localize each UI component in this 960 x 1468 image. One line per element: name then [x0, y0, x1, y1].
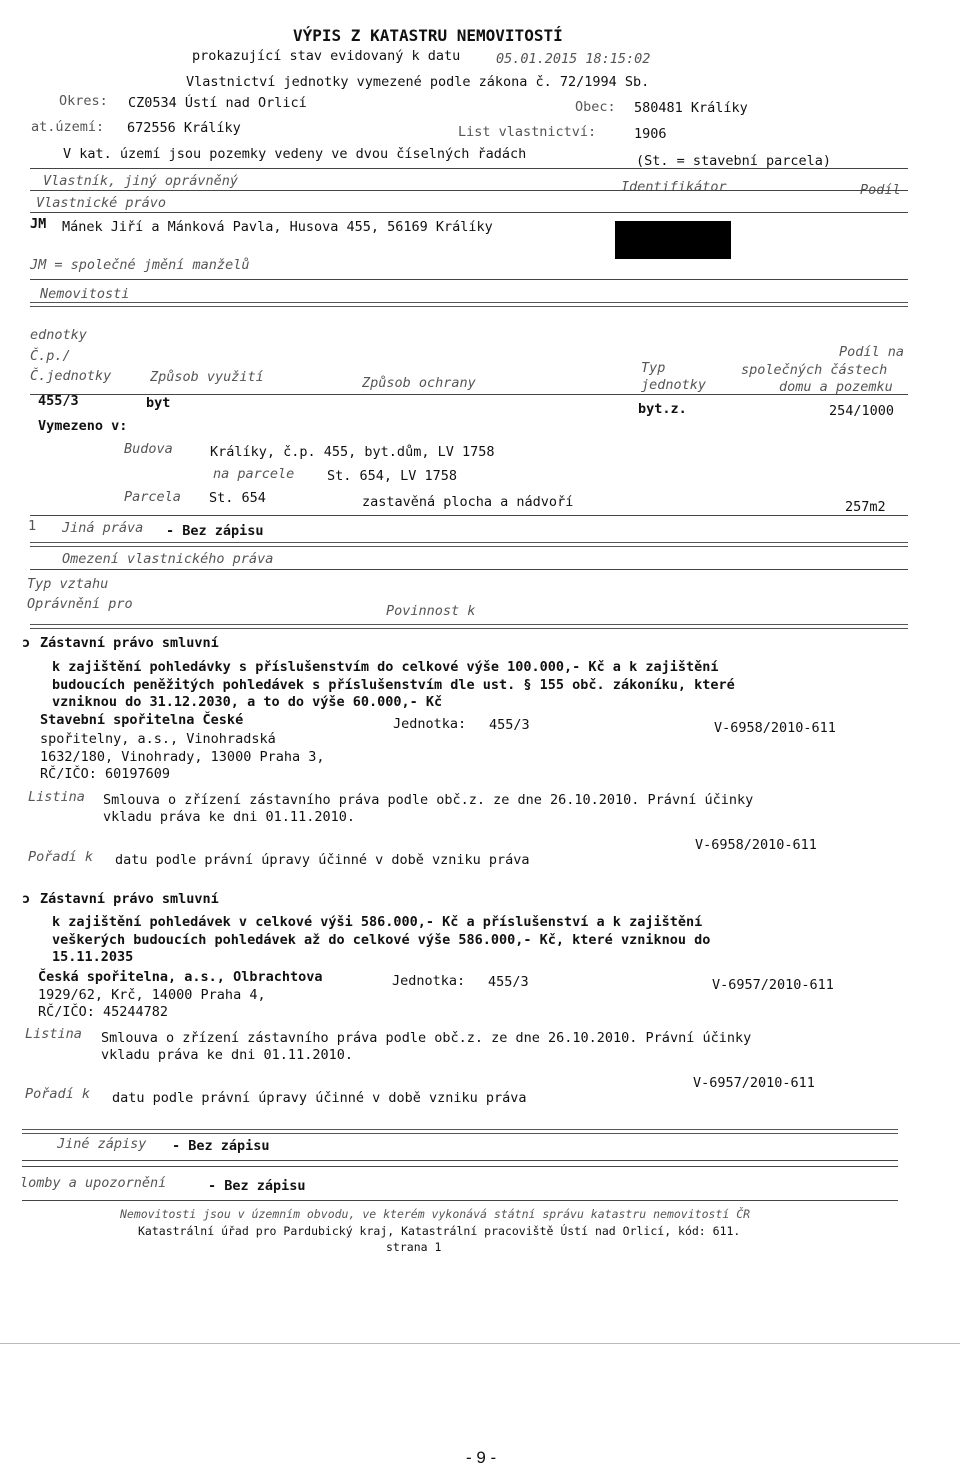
- building-value: Králíky, č.p. 455, byt.dům, LV 1758: [210, 444, 495, 460]
- col-usage: Způsob využití: [150, 369, 264, 385]
- double-divider: [30, 542, 908, 547]
- obec-label: Obec:: [575, 99, 616, 115]
- restrictions-heading: Omezení vlastnického práva: [62, 551, 274, 567]
- col-protection: Způsob ochrany: [362, 375, 476, 391]
- unit-share: 254/1000: [829, 403, 895, 419]
- col-share-3: domu a pozemku: [779, 379, 893, 395]
- creditor-name: Stavební spořitelna České: [40, 712, 244, 728]
- double-divider: [22, 1129, 898, 1134]
- okres-value: CZ0534 Ústí nad Orlicí: [128, 95, 307, 111]
- lien-marker: ɔ: [22, 891, 31, 907]
- divider: [30, 515, 908, 516]
- page-number: - 9 -: [466, 1448, 497, 1467]
- footer-line: Nemovitosti jsou v územním obvodu, ve kterém vykonává státní správu katastru nemovitostí ČR: [120, 1207, 751, 1221]
- document-title: VÝPIS Z KATASTRU NEMOVITOSTÍ: [293, 26, 563, 45]
- listina-label: Listina: [25, 1026, 82, 1042]
- unit-type: byt.z.: [638, 401, 687, 417]
- lien-reference: V-6958/2010-611: [714, 720, 836, 736]
- subtitle-prefix: prokazující stav evidovaný k datu: [192, 48, 461, 64]
- units-heading: ednotky: [30, 327, 87, 343]
- owner-text: Mánek Jiří a Mánková Pavla, Husova 455, 56169 Králíky: [62, 219, 493, 235]
- property-heading: Nemovitosti: [40, 286, 130, 302]
- list-value: 1906: [634, 126, 667, 142]
- divider: [30, 569, 908, 570]
- lien-text: vzniknou do 31.12.2030, a to do výše 60.000,- Kč: [52, 694, 443, 710]
- lien-reference: V-6957/2010-611: [712, 977, 834, 993]
- lien-title: Zástavní právo smluvní: [40, 635, 219, 651]
- double-divider: [30, 302, 908, 307]
- identifier-label: Identifikátor: [621, 179, 727, 195]
- on-parcel-value: St. 654, LV 1758: [327, 468, 458, 484]
- lien-marker: ɔ: [22, 635, 31, 651]
- creditor-address: 1929/62, Krč, 14000 Praha 4,: [38, 987, 266, 1003]
- ownership-line: Vlastnictví jednotky vymezené podle zákona č. 72/1994 Sb.: [186, 74, 650, 90]
- divider: [30, 212, 908, 213]
- kat-uzemi-label: at.území:: [31, 119, 105, 135]
- other-rights-marker: 1: [28, 518, 37, 534]
- col-type-2: jednotky: [641, 377, 707, 393]
- list-label: List vlastnictví:: [458, 124, 597, 140]
- poradi-label: Pořadí k: [28, 849, 94, 865]
- col-entitled: Oprávnění pro: [27, 596, 133, 612]
- col-type-1: Typ: [641, 360, 666, 376]
- right-label: Vlastnické právo: [36, 195, 167, 211]
- lien-unit-value: 455/3: [489, 717, 530, 733]
- parcel-area: 257m2: [845, 499, 886, 515]
- footer-page-label: strana 1: [386, 1240, 442, 1254]
- subtitle-date: 05.01.2015 18:15:02: [496, 51, 651, 67]
- okres-label: Okres:: [59, 93, 108, 109]
- col-obligation: Povinnost k: [386, 603, 476, 619]
- lien-title: Zástavní právo smluvní: [40, 891, 219, 907]
- defined-label: Vymezeno v:: [38, 418, 128, 434]
- owner-heading: Vlastník, jiný oprávněný: [43, 173, 239, 189]
- parcel-usage: zastavěná plocha a nádvoří: [362, 494, 574, 510]
- note-line: V kat. území jsou pozemky vedeny ve dvou číselných řadách: [63, 146, 527, 162]
- jm-legend: JM = společné jmění manželů: [30, 257, 250, 273]
- poradi-text: datu podle právní úpravy účinné v době vzniku práva: [112, 1090, 527, 1106]
- other-rights-value: - Bez zápisu: [166, 523, 264, 539]
- lien-unit-label: Jednotka:: [393, 716, 467, 732]
- col-cp: Č.p./: [30, 348, 71, 364]
- listina-text: vkladu práva ke dni 01.11.2010.: [103, 809, 355, 825]
- note-st: (St. = stavební parcela): [636, 153, 832, 169]
- kat-uzemi-value: 672556 Králíky: [127, 120, 241, 136]
- divider: [30, 168, 908, 169]
- building-label: Budova: [124, 441, 173, 457]
- creditor-id: RČ/IČO: 45244782: [38, 1004, 169, 1020]
- col-share-2: společných částech: [741, 362, 888, 378]
- divider: [30, 190, 908, 191]
- owner-code: JM: [30, 216, 47, 232]
- divider: [22, 1166, 898, 1167]
- col-unit: Č.jednotky: [30, 368, 112, 384]
- lien-text: budoucích peněžitých pohledávek s příslušenstvím dle ust. § 155 obč. zákoníku, které: [52, 677, 735, 693]
- obec-value: 580481 Králíky: [634, 100, 748, 116]
- poradi-reference: V-6958/2010-611: [695, 837, 817, 853]
- other-rights-label: Jiná práva: [62, 520, 144, 536]
- col-relation-type: Typ vztahu: [27, 576, 109, 592]
- unit-number: 455/3: [38, 393, 79, 409]
- poradi-text: datu podle právní úpravy účinné v době vzniku práva: [115, 852, 530, 868]
- col-share-1: Podíl na: [839, 344, 905, 360]
- lien-unit-label: Jednotka:: [392, 973, 466, 989]
- scan-edge-line: [0, 1343, 960, 1344]
- lien-text: k zajištění pohledávek v celkové výši 586.000,- Kč a příslušenství a k zajištění: [52, 914, 703, 930]
- footer-line: Katastrální úřad pro Pardubický kraj, Katastrální pracoviště Ústí nad Orlicí, kód: 611.: [138, 1224, 741, 1238]
- unit-usage: byt: [146, 395, 171, 411]
- share-label: Podíl: [860, 182, 901, 198]
- other-records-value: - Bez zápisu: [172, 1138, 270, 1154]
- remarks-value: - Bez zápisu: [208, 1178, 306, 1194]
- creditor-address: 1632/180, Vinohrady, 13000 Praha 3,: [40, 749, 325, 765]
- divider: [22, 1200, 898, 1201]
- poradi-label: Pořadí k: [25, 1086, 91, 1102]
- redaction-box: [615, 221, 731, 259]
- on-parcel-label: na parcele: [213, 466, 295, 482]
- double-divider: [30, 624, 908, 629]
- lien-text: k zajištění pohledávky s příslušenstvím do celkové výše 100.000,- Kč a k zajištění: [52, 659, 719, 675]
- divider: [30, 279, 908, 280]
- poradi-reference: V-6957/2010-611: [693, 1075, 815, 1091]
- creditor-name: Česká spořitelna, a.s., Olbrachtova: [38, 969, 323, 985]
- parcel-label: Parcela: [124, 489, 181, 505]
- lien-text: veškerých budoucích pohledávek až do celkové výše 586.000,- Kč, které vzniknou do: [52, 932, 711, 948]
- other-records-label: Jiné zápisy: [57, 1136, 147, 1152]
- parcel-number: St. 654: [209, 490, 266, 506]
- listina-text: Smlouva o zřízení zástavního práva podle obč.z. ze dne 26.10.2010. Právní účinky: [101, 1030, 752, 1046]
- creditor-id: RČ/IČO: 60197609: [40, 766, 171, 782]
- listina-text: vkladu práva ke dni 01.11.2010.: [101, 1047, 353, 1063]
- divider: [22, 1160, 898, 1161]
- lien-unit-value: 455/3: [488, 974, 529, 990]
- creditor-address: spořitelny, a.s., Vinohradská: [40, 731, 276, 747]
- listina-label: Listina: [28, 789, 85, 805]
- remarks-label: lomby a upozornění: [20, 1175, 167, 1191]
- lien-text: 15.11.2035: [52, 949, 134, 965]
- listina-text: Smlouva o zřízení zástavního práva podle obč.z. ze dne 26.10.2010. Právní účinky: [103, 792, 754, 808]
